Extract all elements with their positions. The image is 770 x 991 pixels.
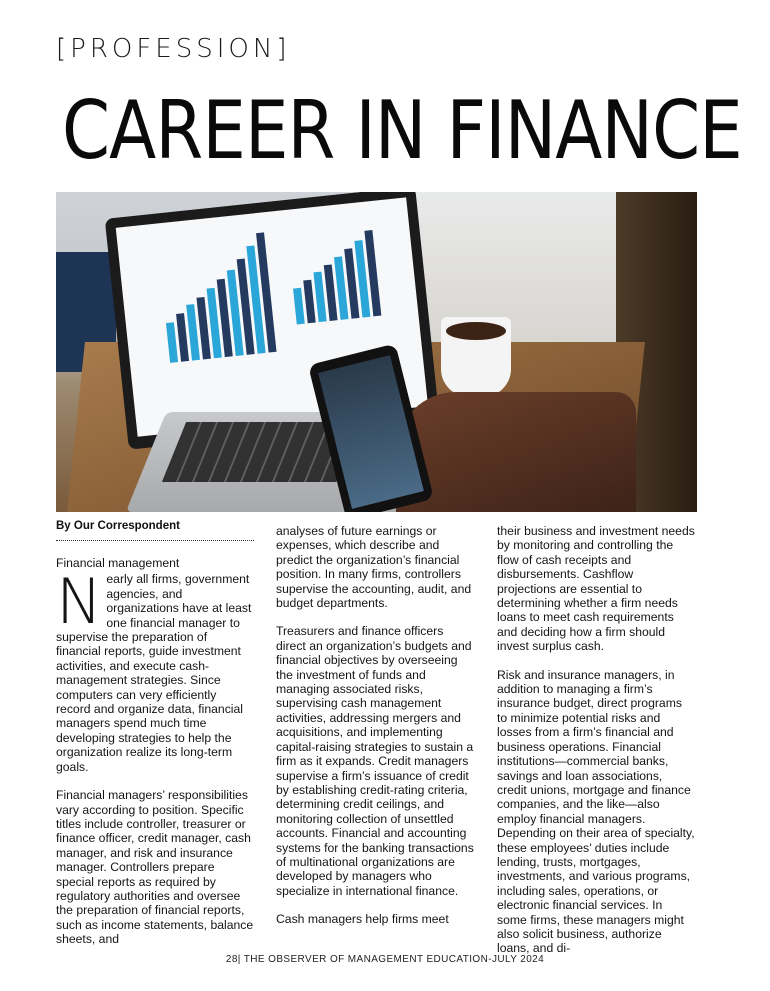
byline-divider (56, 540, 254, 541)
section-heading: Financial management (56, 556, 180, 570)
paragraph: Cash managers help firms meet (276, 912, 449, 927)
paragraph: Financial managers’ responsibilities vary according to position. Specific titles include controller, treasurer or finance officer, credit manager, cash manager, and risk and insurance manager. Controllers prepare special reports as required by regulatory authorities and oversee the preparation of financial reports, such as income statements, balance sheets, and (56, 788, 254, 947)
paragraph (56, 565, 254, 774)
hero-photo (56, 192, 697, 512)
screen-chart-bar (166, 322, 178, 363)
column-2 (276, 524, 474, 941)
page-title: CAREER IN FINANCE (62, 84, 742, 177)
paragraph-text: early all firms, government agencies, and organizations have at least one financial manager to supervise the preparation of financial reports, guide investment activities, and execute cash-management strategies. Since computers can very efficiently record and organize data, financial managers spend much time developing strategies to help the organization realize its long-term goals. (56, 572, 252, 774)
page-footer: 28| THE OBSERVER OF MANAGEMENT EDUCATION-JULY 2024 (225, 954, 545, 965)
column-1 (56, 556, 254, 961)
paragraph: Risk and insurance managers, in addition to managing a firm’s insurance budget, direct programs to minimize potential risks and losses from a firm’s financial and business operations. Financial institutions—commercial banks, savings and loan associations, credit unions, mortgage and finance companies, and the like—also employ financial managers. Depending on their area of specialty, these employees’ duties include lending, trusts, mortgages, investments, and various programs, including sales, operations, or electronic financial services. In some firms, these managers might also solicit business, authorize loans, and di- (497, 667, 695, 956)
byline: By Our Correspondent (56, 520, 180, 532)
paragraph: Treasurers and finance officers direct an organization’s budgets and financial objectives by overseeing the investment of funds and managing associated risks, supervising cash management activities, addressing mergers and acquisitions, and implementing capital-raising strategies to sustain a firm as it expands. Credit managers supervise a firm’s issuance of credit by establishing credit-rating criteria, determining credit ceilings, and monitoring collection of unsettled accounts. Financial and accounting systems for the banking transactions of multinational organizations are developed by managers who specialize in international finance. (276, 624, 474, 898)
column-3 (497, 524, 695, 970)
screen-chart-bar (303, 280, 315, 324)
section-kicker: [PROFESSION] (56, 34, 291, 64)
paragraph: their business and investment needs by monitoring and controlling the flow of cash receipts and disbursements. Cashflow projections are essential to determining whether a firm needs loans to meet cash requirements and deciding how a firm should invest surplus cash. (497, 524, 695, 654)
dropcap: N (56, 565, 103, 639)
paragraph: analyses of future earnings or expenses, which describe and predict the organization’s financial position. In many firms, controllers supervise the accounting, audit, and budget departments. (276, 524, 472, 611)
hand (396, 392, 636, 512)
screen-chart-bar (293, 288, 305, 325)
